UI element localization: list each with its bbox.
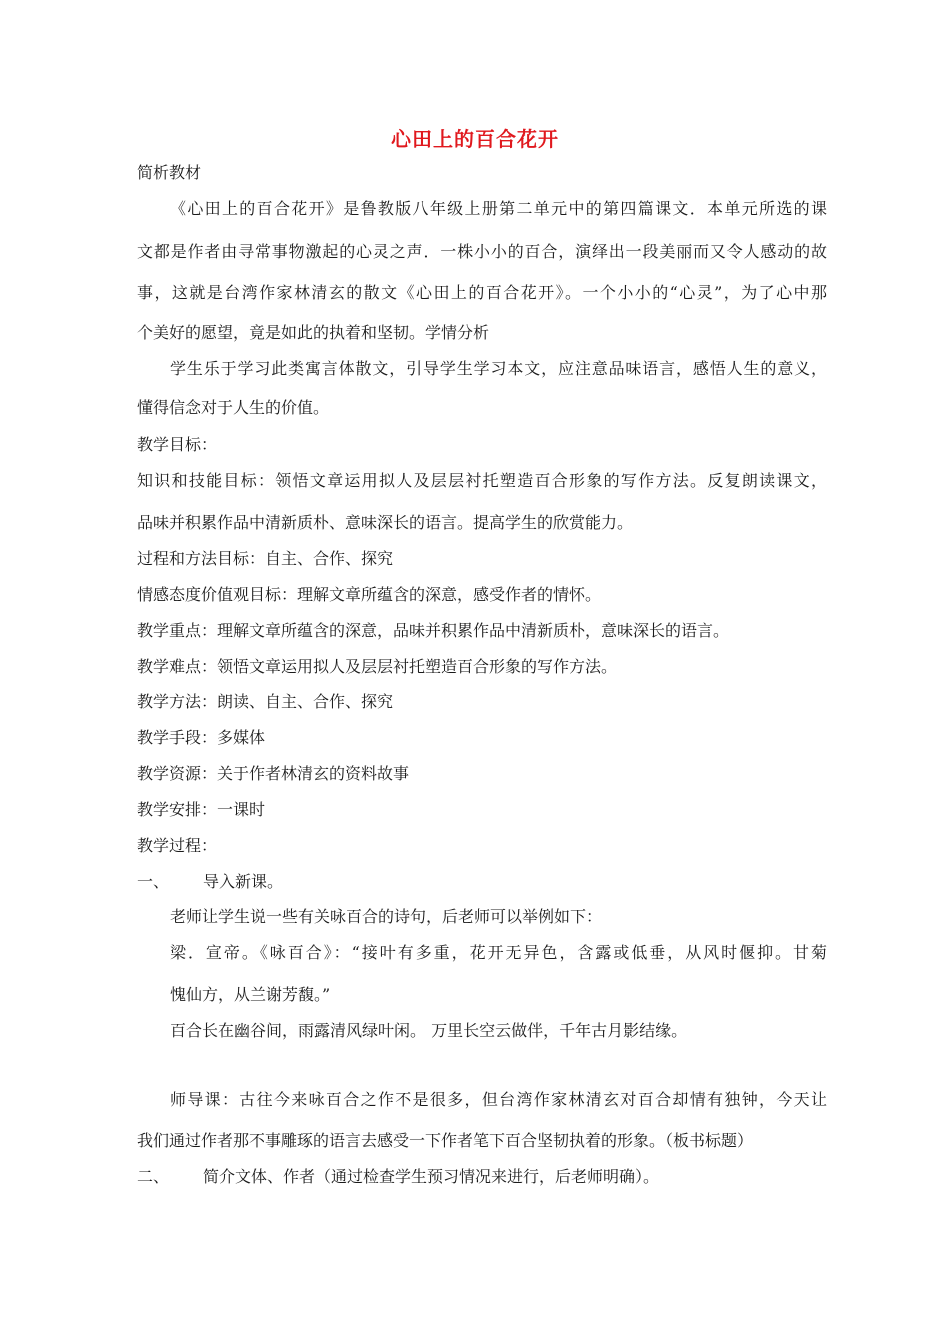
section-title: 导入新课。	[203, 872, 284, 891]
text-line: 百合长在幽谷间，雨露清风绿叶闲。 万里长空云做伴，千年古月影结缘。	[170, 1021, 688, 1040]
page-title: 心田上的百合花开	[391, 127, 559, 151]
text-line: 知识和技能目标：领悟文章运用拟人及层层衬托塑造百合形象的写作方法。反复朗读课文，	[137, 471, 827, 490]
text-line: 学生乐于学习此类寓言体散文，引导学生学习本文，应注意品味语言，感悟人生的意义，	[170, 359, 827, 378]
text-line: 梁．宣帝。《咏百合》：“接叶有多重，花开无异色，含露或低垂，从风时偃抑。甘菊	[170, 943, 827, 962]
text-line: 品味并积累作品中清新质朴、意味深长的语言。提高学生的欣赏能力。	[137, 513, 634, 532]
text-line: 个美好的愿望，竟是如此的执着和坚韧。学情分析	[137, 323, 490, 342]
text-line: 教学难点：领悟文章运用拟人及层层衬托塑造百合形象的写作方法。	[137, 657, 618, 676]
text-line: 过程和方法目标：自主、合作、探究	[137, 549, 394, 568]
text-line: 教学资源：关于作者林清玄的资料故事	[137, 764, 410, 783]
text-line: 《心田上的百合花开》是鲁教版八年级上册第二单元中的第四篇课文．本单元所选的课	[170, 199, 827, 218]
text-line: 老师让学生说一些有关咏百合的诗句，后老师可以举例如下：	[170, 907, 603, 926]
text-line: 情感态度价值观目标：理解文章所蕴含的深意，感受作者的情怀。	[137, 585, 602, 604]
text-line: 教学目标：	[137, 435, 218, 454]
text-line: 事，这就是台湾作家林清玄的散文《心田上的百合花开》。一个小小的“心灵”，为了心中那	[137, 283, 827, 302]
text-line: 教学过程：	[137, 836, 218, 855]
text-line: 愧仙方，从兰谢芳馥。”	[170, 985, 331, 1004]
text-line: 教学重点：理解文章所蕴含的深意，品味并积累作品中清新质朴，意味深长的语言。	[137, 621, 730, 640]
text-line: 教学方法：朗读、自主、合作、探究	[137, 692, 394, 711]
section-number: 二、	[137, 1167, 170, 1186]
text-line: 教学手段：多媒体	[137, 728, 266, 747]
text-line: 我们通过作者那不事雕琢的语言去感受一下作者笔下百合坚韧执着的形象。（板书标题）	[137, 1131, 754, 1150]
section-heading	[137, 1167, 827, 1187]
section-number: 一、	[137, 872, 170, 891]
text-line: 教学安排：一课时	[137, 800, 266, 819]
text-line: 文都是作者由寻常事物激起的心灵之声．一株小小的百合，演绎出一段美丽而又令人感动的故	[137, 242, 827, 261]
text-line: 懂得信念对于人生的价值。	[137, 398, 330, 417]
section-title: 简介文体、作者（通过检查学生预习情况来进行，后老师明确）。	[203, 1167, 660, 1186]
text-line: 简析教材	[137, 163, 202, 182]
section-heading	[137, 872, 827, 892]
text-line: 师导课：古往今来咏百合之作不是很多，但台湾作家林清玄对百合却情有独钟，今天让	[170, 1090, 827, 1109]
